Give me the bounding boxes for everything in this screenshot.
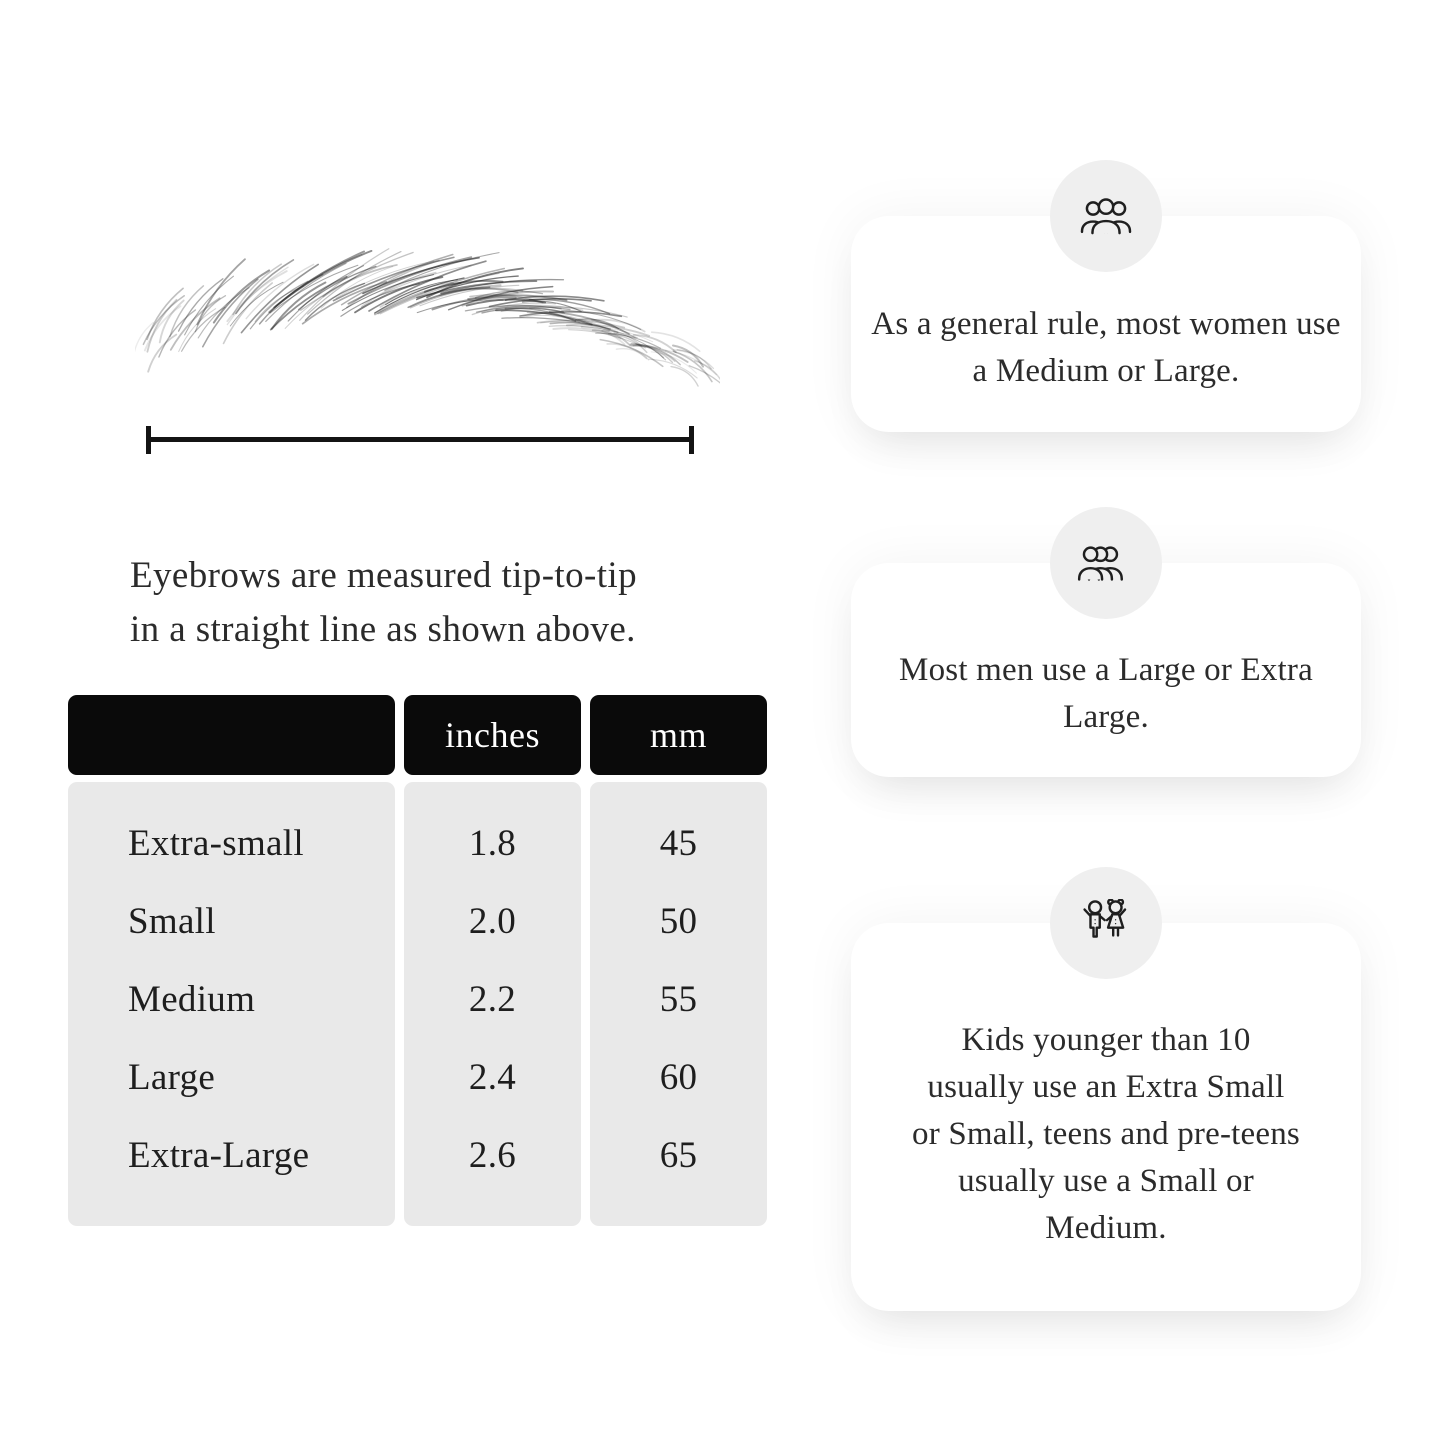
tip-card-women [851,216,1361,432]
caption-line-2: in a straight line as shown above. [130,609,636,650]
women-card-badge [1050,160,1162,272]
header-cell-size [68,695,395,775]
eyebrow-hairs-svg [135,248,720,398]
kids-icon [1077,899,1135,947]
women-card-text: As a general rule, most women use a Medium or Large. [871,306,1341,389]
eyebrow-illustration [135,248,720,398]
measurement-line [146,426,694,454]
header-cell-inches: inches [404,695,581,775]
table-cell-size: Extra-Large [128,1134,310,1176]
table-cell-inches: 2.0 [468,900,517,942]
table-cell-inches: 2.6 [468,1134,517,1176]
tip-card-kids [851,923,1361,1311]
measurement-caption [130,549,637,657]
size-table [68,695,767,1226]
header-cell-mm: mm [590,695,767,775]
caption-line-1: Eyebrows are measured tip-to-tip [130,555,637,596]
size-table-body [68,782,767,1226]
mm-column [590,782,767,1226]
size-table-header-row [68,695,767,775]
table-cell-inches: 2.2 [468,978,517,1020]
table-cell-inches: 1.8 [468,822,517,864]
table-cell-mm: 55 [659,978,698,1020]
tip-card-men [851,563,1361,777]
measurement-line-bar [146,437,694,442]
kids-card-text: Kids younger than 10 usually use an Extra Small or Small, teens and pre-teens usually use a Small or Medium. [912,1021,1300,1246]
table-cell-size: Large [128,1056,216,1098]
men-card-badge [1050,507,1162,619]
men-card-text: Most men use a Large or Extra Large. [899,652,1313,735]
measurement-line-right-cap [689,426,694,454]
table-cell-inches: 2.4 [468,1056,517,1098]
table-cell-mm: 60 [659,1056,698,1098]
inches-column [404,782,581,1226]
table-cell-size: Small [128,900,216,942]
size-column [68,782,395,1226]
women-group-icon [1074,194,1138,239]
table-cell-size: Extra-small [128,822,304,864]
table-cell-mm: 45 [659,822,698,864]
table-cell-mm: 50 [659,900,698,942]
table-cell-size: Medium [128,978,256,1020]
men-group-icon [1074,541,1138,586]
table-cell-mm: 65 [659,1134,698,1176]
kids-card-badge [1050,867,1162,979]
